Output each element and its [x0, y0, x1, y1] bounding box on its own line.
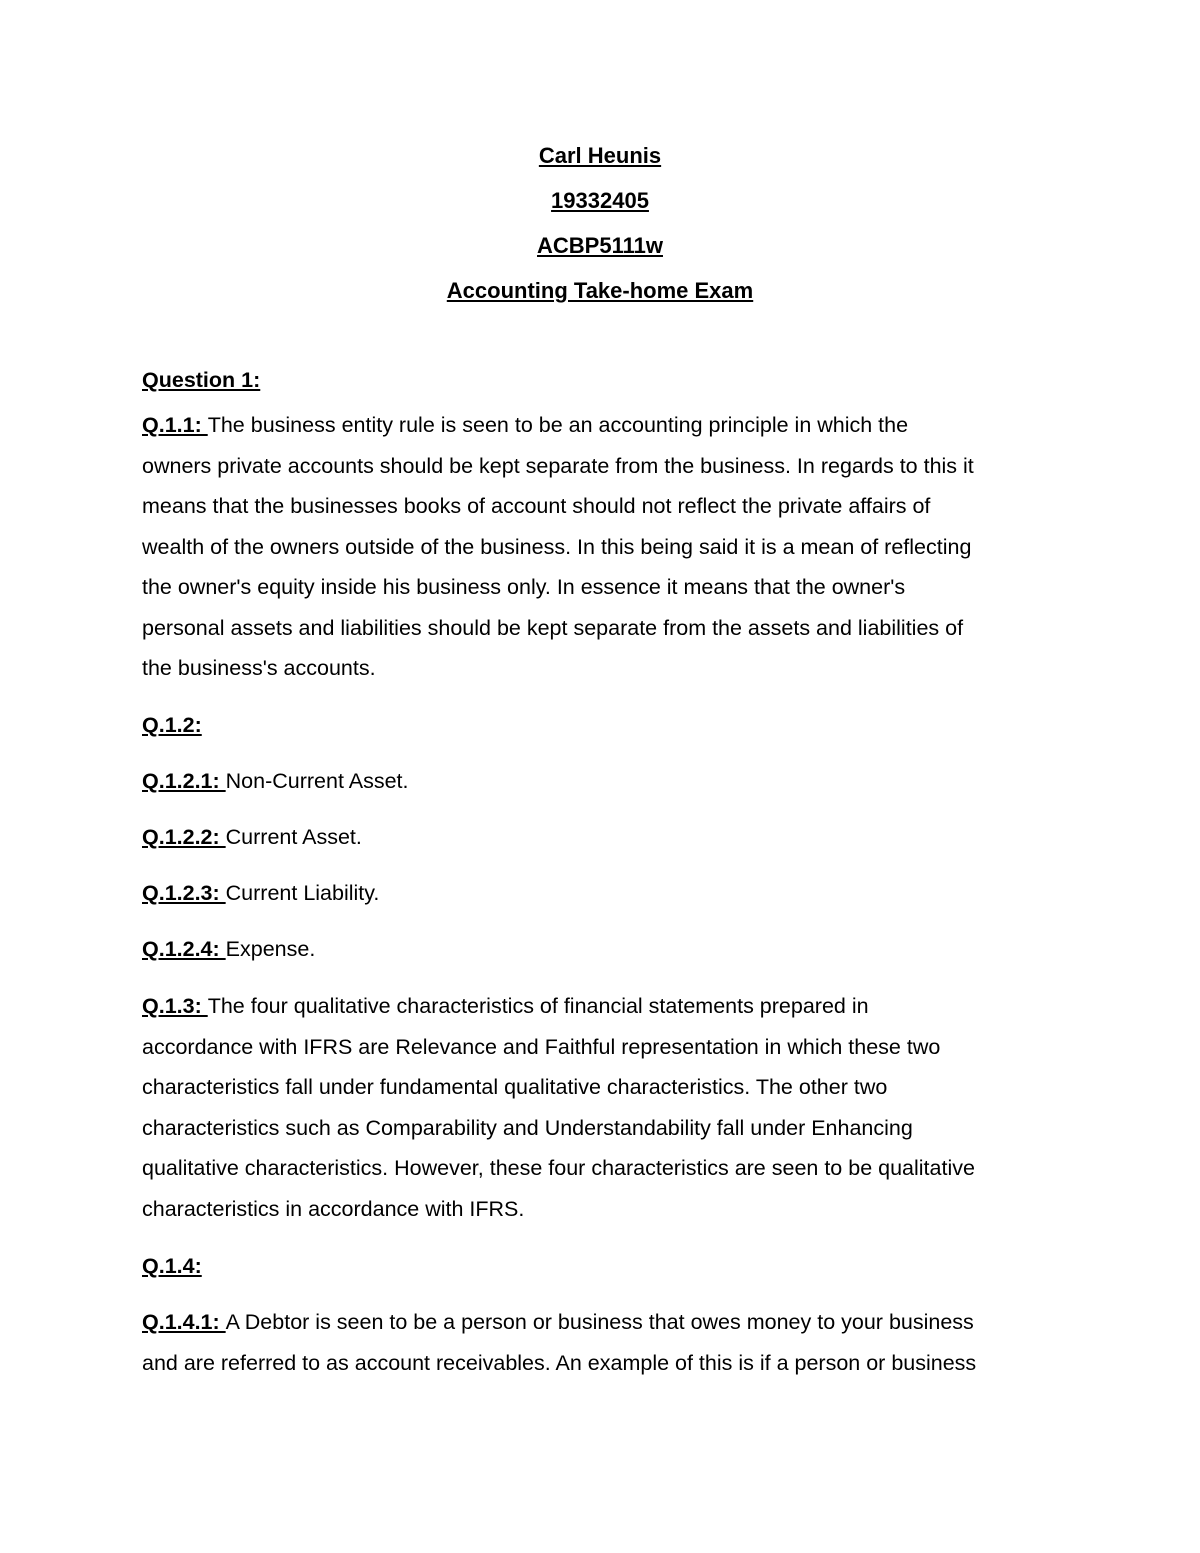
- q-1-4-1-line: A Debtor is seen to be a person or business that owes money to your business: [225, 1310, 974, 1334]
- q-1-1-line: the business's accounts.: [142, 656, 376, 680]
- question-1-heading: [142, 360, 1062, 401]
- q-1-1-line: the owner's equity inside his business only. In essence it means that the owner's: [142, 575, 906, 599]
- q-1-4-1-line: and are referred to as account receivables. An example of this is if a person or business: [142, 1350, 977, 1375]
- student-number: 19332405: [551, 188, 649, 213]
- q-1-1-line: owners private accounts should be kept separate from the business. In regards to this it: [142, 453, 974, 478]
- exam-title: Accounting Take-home Exam: [446, 278, 754, 303]
- q-1-1-label: Q.1.1:: [142, 413, 208, 437]
- q-1-2-3-text: Current Liability.: [225, 881, 380, 905]
- q-1-2-3-label: Q.1.2.3:: [142, 881, 226, 905]
- q-1-1-line: wealth of the owners outside of the business. In this being said it is a mean of reflecting: [142, 534, 972, 559]
- q-1-3-line: characteristics in accordance with IFRS.: [142, 1196, 525, 1221]
- q-1-2-2-answer: [142, 817, 1062, 858]
- q-1-3-line: characteristics fall under fundamental qualitative characteristics. The other two: [142, 1075, 888, 1099]
- q-1-2-1-text: Non-Current Asset.: [225, 769, 409, 793]
- q-1-2-2-text: Current Asset.: [225, 825, 362, 849]
- q-1-4-label: Q.1.4:: [142, 1254, 202, 1278]
- q-1-1-line: personal assets and liabilities should be kept separate from the assets and liabilities of: [142, 615, 964, 640]
- q-1-3-line: qualitative characteristics. However, these four characteristics are seen to be qualitative: [142, 1156, 975, 1180]
- q-1-3-answer: [142, 986, 1062, 1229]
- author-name: Carl Heunis: [538, 143, 662, 168]
- q-1-2-1-label: Q.1.2.1:: [142, 769, 226, 793]
- q-1-2-4-label: Q.1.2.4:: [142, 937, 226, 961]
- q-1-1-line: The business entity rule is seen to be an accounting principle in which the: [207, 413, 909, 437]
- q-1-3-line: characteristics such as Comparability and Understandability fall under Enhancing: [142, 1115, 913, 1140]
- q-1-1-answer: [142, 405, 1062, 689]
- q-1-2-label: Q.1.2:: [142, 713, 202, 737]
- q-1-4-heading: [142, 1246, 1062, 1287]
- q-1-2-4-text: Expense.: [225, 937, 316, 961]
- q-1-3-line: The four qualitative characteristics of financial statements prepared in: [207, 994, 869, 1018]
- q-1-1-line: means that the businesses books of account should not reflect the private affairs of: [142, 494, 931, 518]
- q-1-4-1-answer: [142, 1302, 1062, 1383]
- q-1-2-2-label: Q.1.2.2:: [142, 825, 226, 849]
- q-1-2-4-answer: [142, 929, 1062, 970]
- q-1-4-1-label: Q.1.4.1:: [142, 1310, 226, 1334]
- q-1-2-3-answer: [142, 873, 1062, 914]
- q-1-3-label: Q.1.3:: [142, 994, 208, 1018]
- question-heading-label: Question 1:: [142, 368, 261, 392]
- q-1-2-heading: [142, 705, 1062, 746]
- q-1-2-1-answer: [142, 761, 1062, 802]
- course-code: ACBP5111w: [537, 233, 663, 258]
- q-1-3-line: accordance with IFRS are Relevance and Faithful representation in which these two: [142, 1034, 941, 1059]
